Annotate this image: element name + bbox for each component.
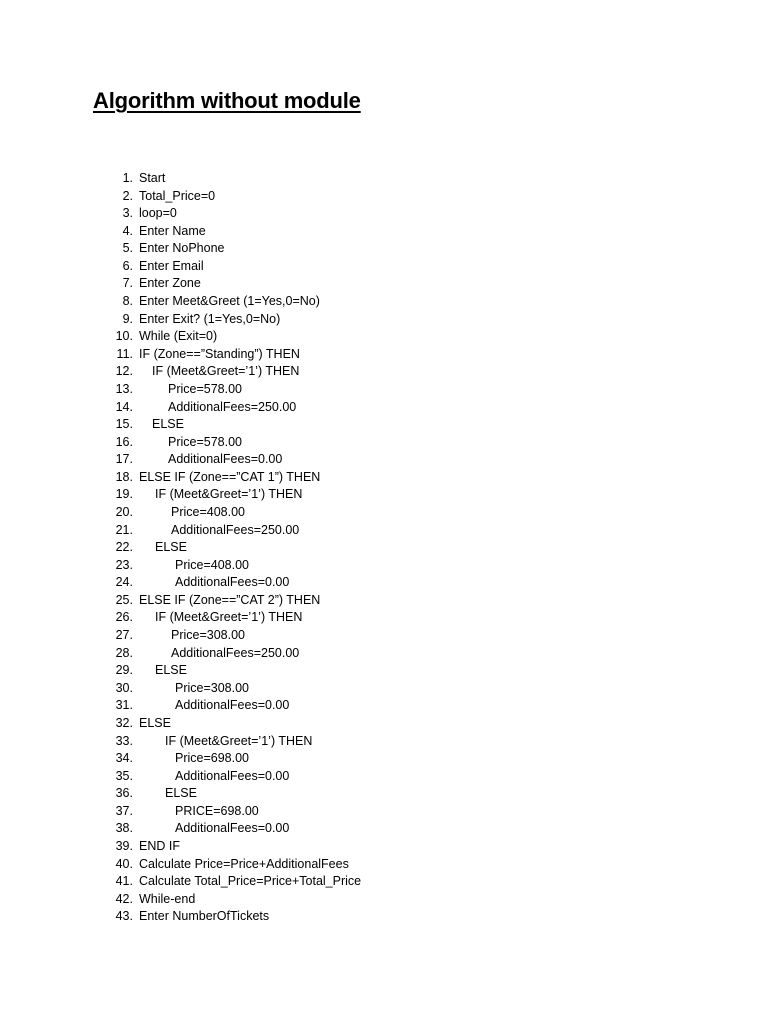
step-text: ELSE xyxy=(139,715,171,730)
step-number: 9. xyxy=(122,311,133,326)
step-text: Price=698.00 xyxy=(175,751,250,766)
step-text: IF (Meet&Greet=’1’) THEN xyxy=(155,610,303,625)
step-text: Total_Price=0 xyxy=(139,188,216,203)
step-number: 37. xyxy=(115,803,133,818)
step-text: AdditionalFees=0.00 xyxy=(175,698,290,713)
step-number: 14. xyxy=(115,399,133,414)
step-text: AdditionalFees=250.00 xyxy=(168,399,297,414)
step-number: 40. xyxy=(115,856,133,871)
step-number: 12. xyxy=(115,364,133,379)
step-number: 18. xyxy=(115,469,133,484)
step-text: While-end xyxy=(139,891,196,906)
step-text: AdditionalFees=0.00 xyxy=(175,768,290,783)
step-text: Price=408.00 xyxy=(175,557,250,572)
step-text: While (Exit=0) xyxy=(139,329,218,344)
step-number: 34. xyxy=(115,751,133,766)
step-number: 36. xyxy=(115,786,133,801)
step-number: 20. xyxy=(115,504,133,519)
step-number: 30. xyxy=(115,680,133,695)
step-number: 26. xyxy=(115,610,133,625)
step-number: 27. xyxy=(115,628,133,643)
step-text: Price=578.00 xyxy=(168,434,243,449)
step-number: 13. xyxy=(115,381,133,396)
step-text: Price=308.00 xyxy=(175,680,250,695)
step-text: END IF xyxy=(139,838,180,853)
step-number: 11. xyxy=(116,346,133,361)
step-number: 43. xyxy=(115,909,133,924)
step-text: Price=308.00 xyxy=(171,628,246,643)
step-number: 28. xyxy=(115,645,133,660)
step-text: ELSE xyxy=(155,663,187,678)
step-text: Price=408.00 xyxy=(171,504,246,519)
step-number: 24. xyxy=(115,575,133,590)
step-number: 4. xyxy=(122,223,133,238)
step-text: Enter Email xyxy=(139,258,204,273)
step-number: 31. xyxy=(115,698,133,713)
step-number: 35. xyxy=(115,768,133,783)
step-text: Price=578.00 xyxy=(168,381,243,396)
step-number: 38. xyxy=(115,821,133,836)
step-number: 10. xyxy=(115,329,133,344)
step-number: 23. xyxy=(115,557,133,572)
step-text: ELSE xyxy=(155,540,187,555)
step-number: 17. xyxy=(115,452,133,467)
step-text: IF (Zone==”Standing”) THEN xyxy=(139,346,300,361)
step-number: 6. xyxy=(122,258,133,273)
step-text: loop=0 xyxy=(139,206,177,221)
step-text: Enter Zone xyxy=(139,276,201,291)
step-text: Enter Name xyxy=(139,223,206,238)
step-number: 41. xyxy=(115,874,133,889)
step-number: 1. xyxy=(122,171,133,185)
step-text: ELSE xyxy=(152,417,184,432)
step-text: Enter Exit? (1=Yes,0=No) xyxy=(139,311,281,326)
step-text: Calculate Price=Price+AdditionalFees xyxy=(139,856,349,871)
step-text: ELSE xyxy=(165,786,197,801)
step-text: AdditionalFees=0.00 xyxy=(168,452,283,467)
step-text: Start xyxy=(139,171,166,185)
step-number: 7. xyxy=(122,276,133,291)
step-text: IF (Meet&Greet=’1’) THEN xyxy=(165,733,313,748)
step-text: PRICE=698.00 xyxy=(175,803,259,818)
step-number: 32. xyxy=(115,715,133,730)
step-number: 16. xyxy=(115,434,133,449)
step-number: 15. xyxy=(115,417,133,432)
step-text: AdditionalFees=250.00 xyxy=(171,522,300,537)
step-text: AdditionalFees=0.00 xyxy=(175,575,290,590)
step-text: Calculate Total_Price=Price+Total_Price xyxy=(139,874,362,889)
step-text: ELSE IF (Zone==”CAT 1”) THEN xyxy=(139,469,321,484)
step-number: 2. xyxy=(122,188,133,203)
step-text: AdditionalFees=0.00 xyxy=(175,821,290,836)
step-text: AdditionalFees=250.00 xyxy=(171,645,300,660)
step-number: 42. xyxy=(115,891,133,906)
step-text: Enter Meet&Greet (1=Yes,0=No) xyxy=(139,294,320,309)
step-number: 5. xyxy=(122,241,133,256)
step-number: 19. xyxy=(115,487,133,502)
step-number: 39. xyxy=(115,838,133,853)
step-number: 22. xyxy=(115,540,133,555)
step-text: Enter NumberOfTickets xyxy=(139,909,270,924)
step-number: 3. xyxy=(122,206,133,221)
step-number: 29. xyxy=(115,663,133,678)
step-text: Enter NoPhone xyxy=(139,241,225,256)
step-text: ELSE IF (Zone==”CAT 2”) THEN xyxy=(139,592,321,607)
step-text: IF (Meet&Greet=’1’) THEN xyxy=(155,487,303,502)
step-text: IF (Meet&Greet=’1’) THEN xyxy=(152,364,300,379)
page-title: Algorithm without module xyxy=(93,88,361,113)
step-number: 25. xyxy=(115,592,133,607)
step-number: 21. xyxy=(115,522,133,537)
step-number: 33. xyxy=(115,733,133,748)
step-number: 8. xyxy=(122,294,133,309)
